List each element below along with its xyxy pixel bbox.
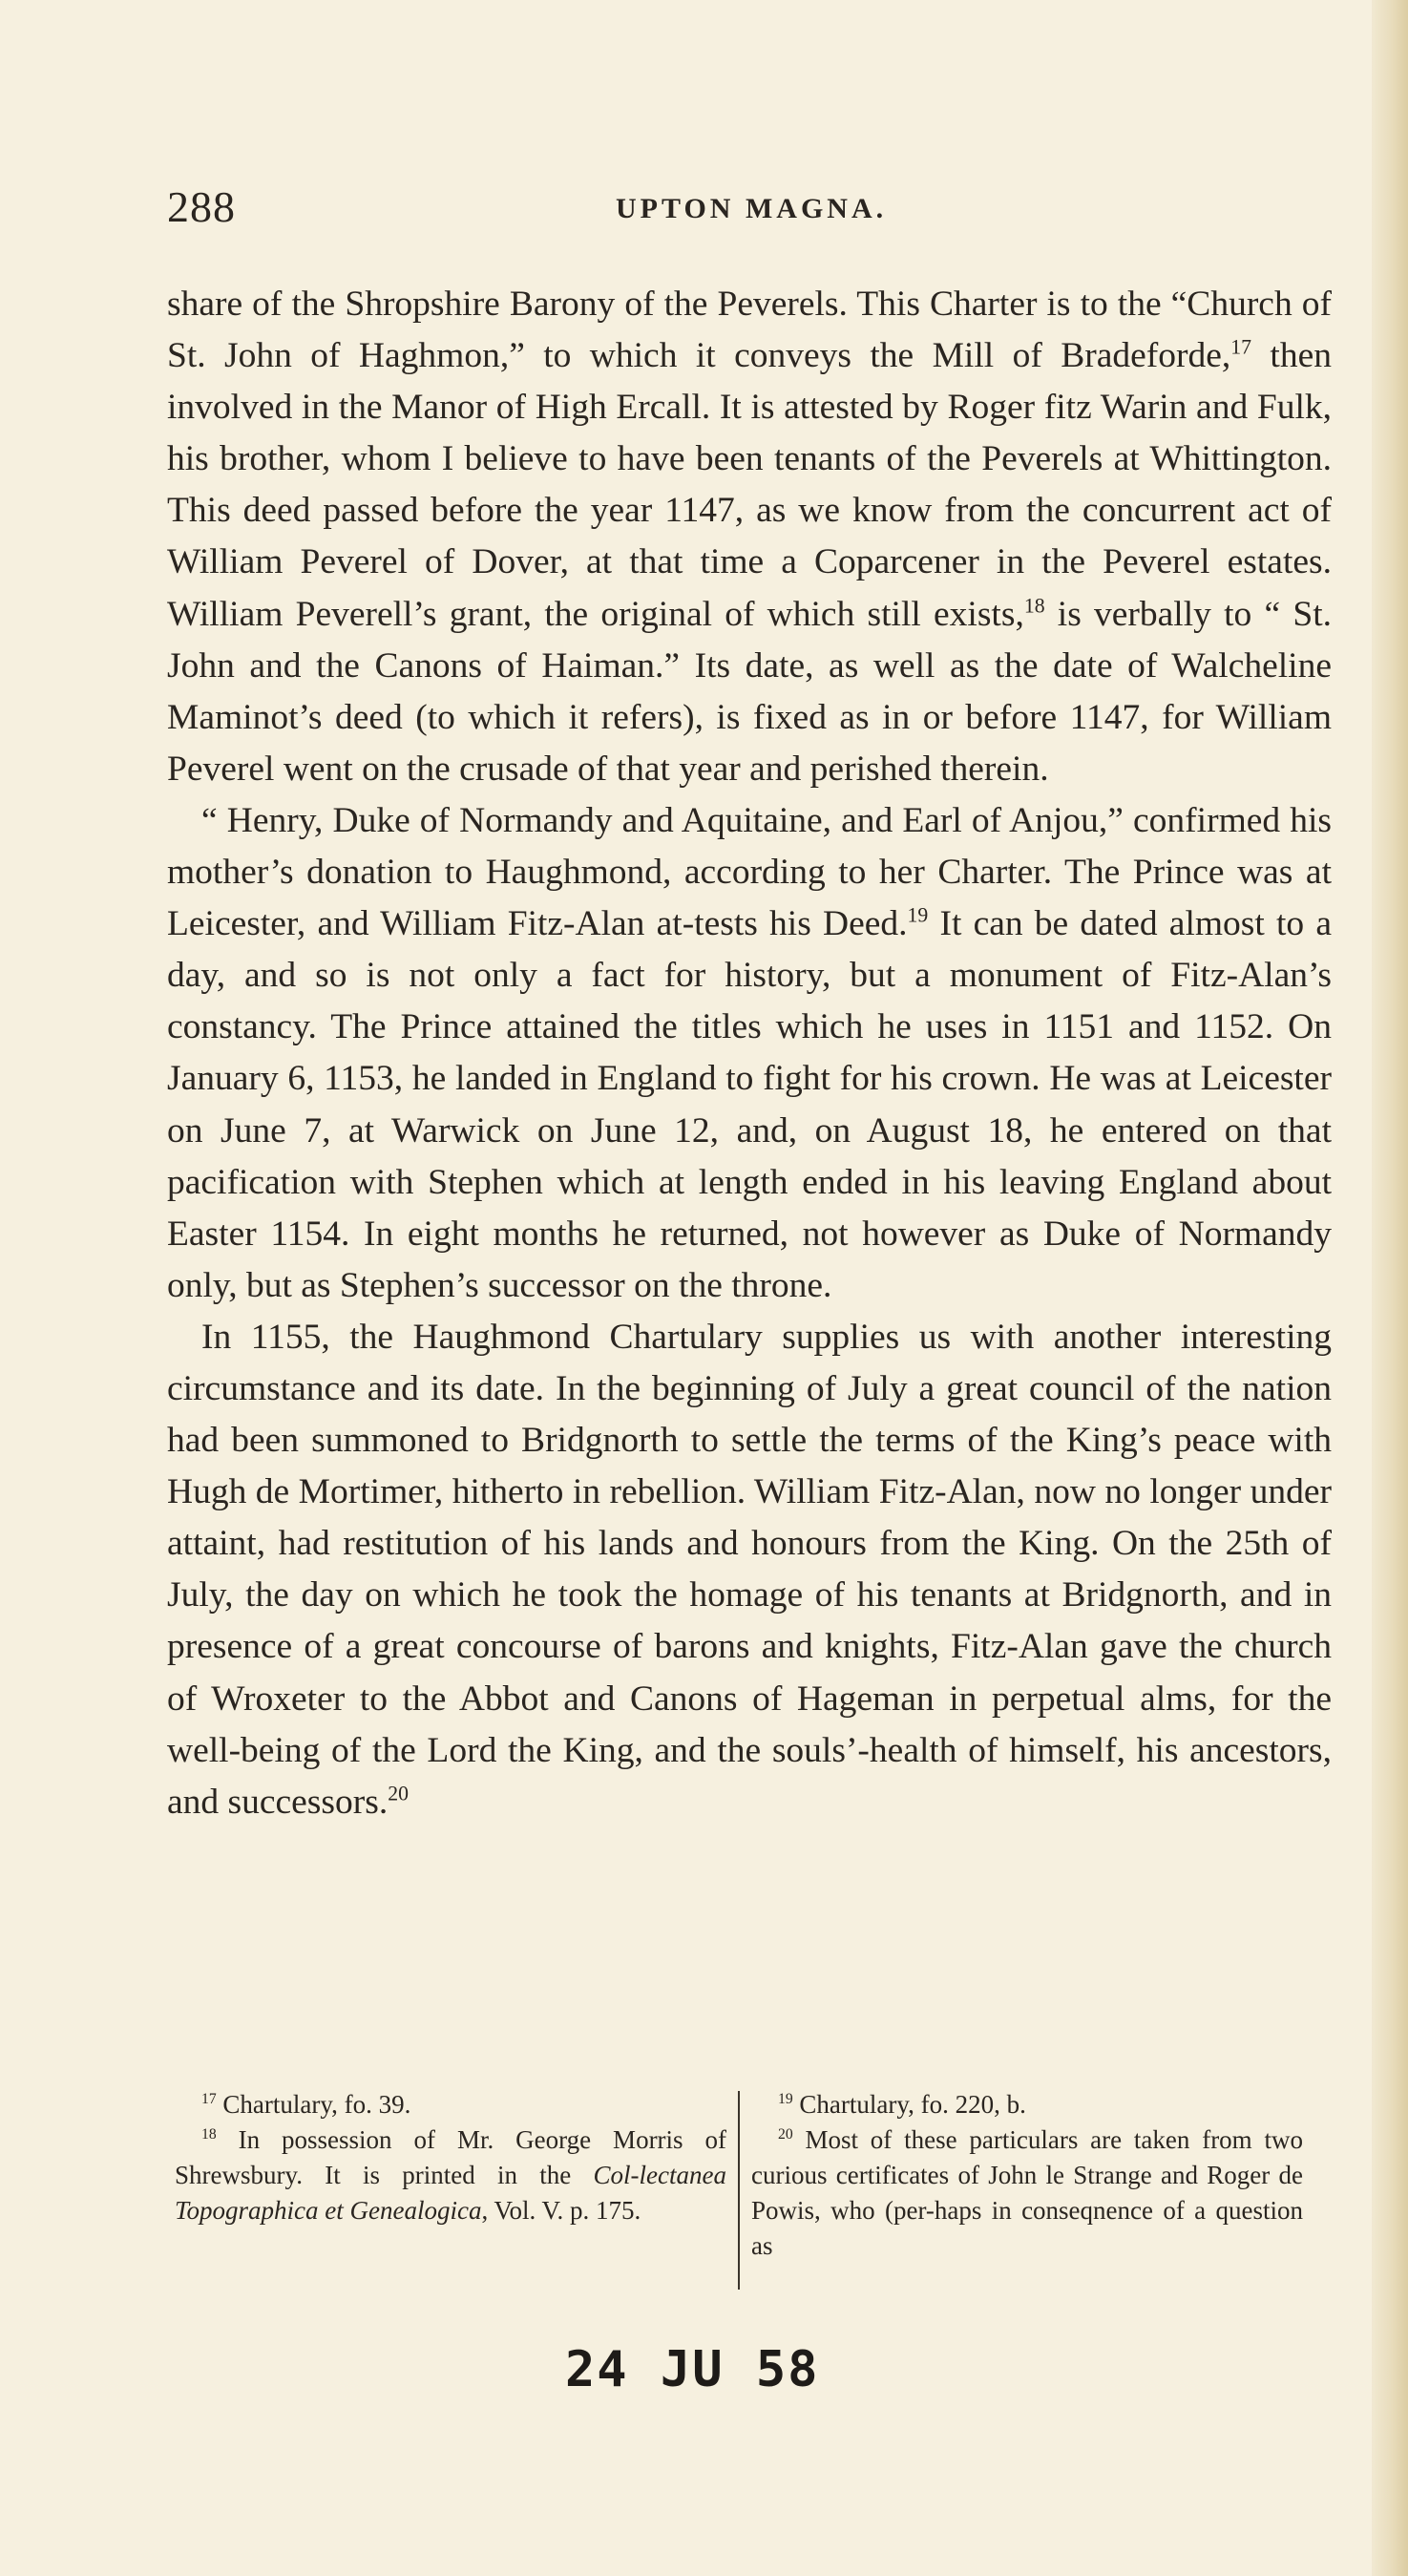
footnote-19 xyxy=(751,2087,1303,2122)
text-run: It can be dated almost to a day, and so is not only a fact for history, but a monument of Fitz-Alan’s constancy. The Prince attained the titles which he uses in 1151 and 1152. On January 6, 1153, he landed in England to fight for his crown. He was at Leicester on June 7, at Warwick on June 12, and, on August 18, he entered on that pacification with Stephen which at length ended in his leaving England about Easter 1154. In eight months he returned, not however as Duke of Normandy only, but as Stephen’s successor on the throne. xyxy=(167,904,1332,1305)
page-number: 288 xyxy=(167,182,236,231)
running-head: UPTON MAGNA. xyxy=(616,193,888,224)
text-run: then involved in the Manor of High Ercall. It is attested by Roger fitz Warin and Fulk, his brother, whom I believe to have been tenants of the Peverels at Whittington. This deed passed before the year 1147, as we know from the concurrent act of William Peverel of Dover, at that time a Coparcener in the Peverel estates. William Peverell’s grant, the original of which still exists, xyxy=(167,336,1332,634)
page-edge-shadow xyxy=(1372,0,1408,2576)
footnote-marker: 19 xyxy=(778,2091,793,2107)
text-run: Chartulary, fo. 39. xyxy=(216,2090,411,2119)
text-run: share of the Shropshire Barony of the Peverels. This Charter is to the “Church of St. John of Haghmon,” to which it conveys the Mill of Bradeforde, xyxy=(167,285,1332,376)
text-run: “ Henry, Duke of Normandy and Aquitaine, and Earl of Anjou,” confirmed his mother’s donation to Haughmond, according to her Charter. The Prince was at Leicester, and William Fitz-Alan at-tests his Deed. xyxy=(167,800,1332,944)
footnote-20 xyxy=(751,2122,1303,2264)
text-run: is verbally to “ St. John and the Canons of Haiman.” Its date, as well as the date of Walcheline Maminot’s deed (to which it refers), is fixed as in or before 1147, for William Peverel went on the crusade of that year and perished therein. xyxy=(167,594,1333,789)
italic-title: Col-lectanea Topographica et Genealogica xyxy=(175,2161,726,2225)
footnote-marker: 17 xyxy=(1230,335,1252,359)
footnote-17 xyxy=(175,2087,726,2122)
footnote-marker: 17 xyxy=(201,2091,217,2107)
text-run: Most of these particulars are taken from two curious certificates of John le Strange and Roger de Powis, who (per-haps in conseqnence of a question as xyxy=(751,2125,1303,2260)
paragraph-2 xyxy=(167,795,1332,1312)
footnote-18 xyxy=(175,2122,726,2228)
footnotes-left-column xyxy=(175,2087,726,2228)
page-header xyxy=(167,181,1336,248)
paragraph-3 xyxy=(167,1312,1332,1828)
paragraph-1 xyxy=(167,279,1332,795)
footnote-marker: 20 xyxy=(778,2126,793,2143)
footnote-marker: 20 xyxy=(388,1782,409,1805)
text-run: , Vol. V. p. 175. xyxy=(481,2196,641,2225)
footnotes-right-column xyxy=(751,2087,1303,2264)
library-date-stamp: 24 JU 58 xyxy=(565,2341,820,2398)
footnotes xyxy=(175,2087,1320,2297)
text-run: In 1155, the Haughmond Chartulary supplies us with another interesting circumstance and its date. In the beginning of July a great council of the nation had been summoned to Bridgnorth to settle the terms of the King’s peace with Hugh de Mortimer, hitherto in rebellion. William Fitz-Alan, now no longer under attaint, had restitution of his lands and honours from the King. On the 25th of July, the day on which he took the homage of his tenants at Bridgnorth, and in presence of a great concourse of barons and knights, Fitz-Alan gave the church of Wroxeter to the Abbot and Canons of Hageman in perpetual alms, for the well-being of the Lord the King, and the souls’-health of himself, his ancestors, and successors. xyxy=(167,1317,1332,1822)
main-text xyxy=(167,279,1332,1828)
footnote-marker: 18 xyxy=(1023,594,1045,618)
footnote-marker: 18 xyxy=(201,2126,217,2143)
text-run: In possession of Mr. George Morris of Shrewsbury. It is printed in the xyxy=(175,2125,726,2189)
footnote-column-divider xyxy=(738,2091,740,2290)
footnote-marker: 19 xyxy=(907,903,929,927)
text-run: Chartulary, fo. 220, b. xyxy=(792,2090,1026,2119)
